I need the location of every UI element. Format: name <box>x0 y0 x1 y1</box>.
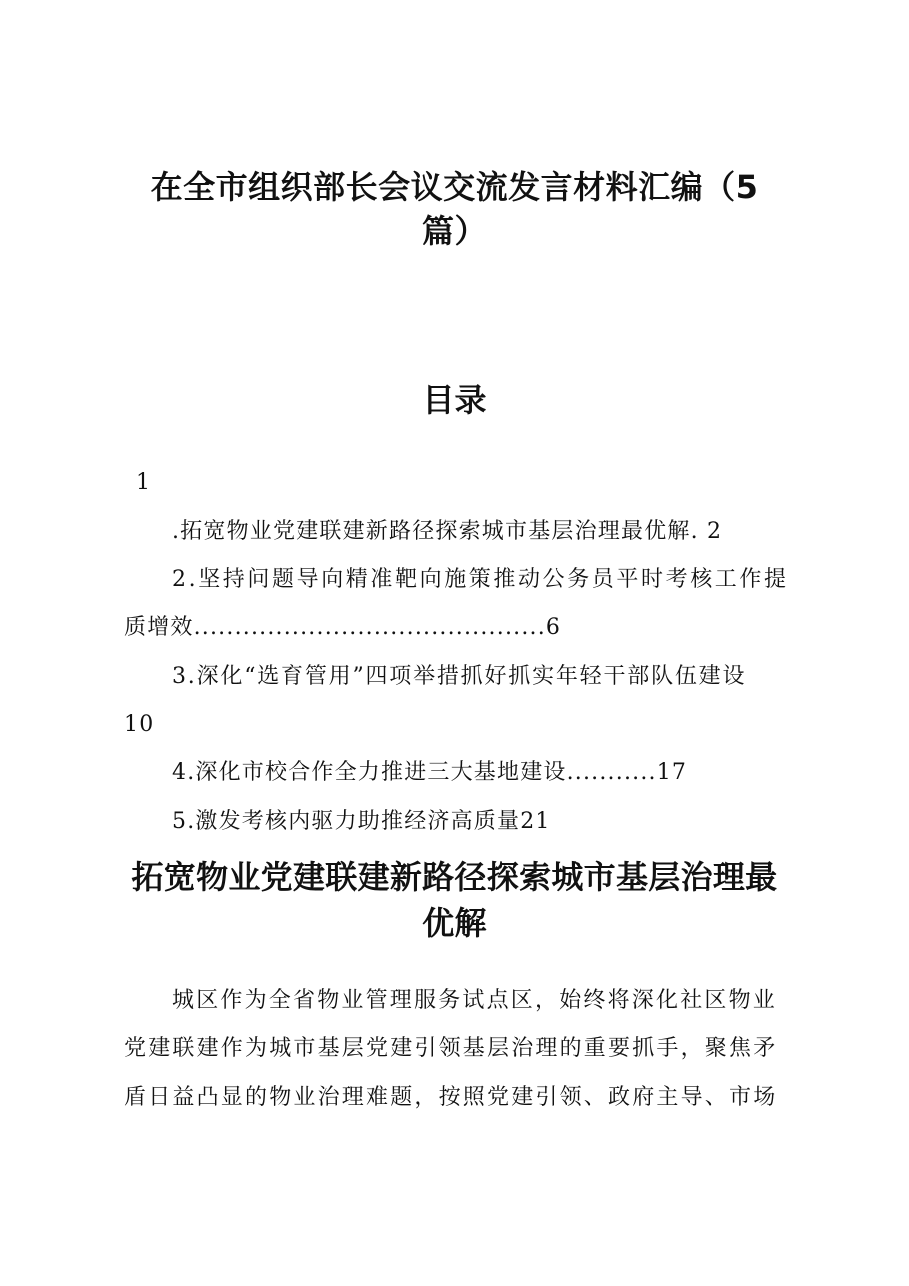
body-paragraph-line-2: 党建联建作为城市基层党建引领基层治理的重要抓手，聚焦矛 <box>124 1036 778 1061</box>
body-paragraph-line-1: 城区作为全省物业管理服务试点区，始终将深化社区物业 <box>172 988 778 1013</box>
toc-heading: 目录 <box>422 381 487 419</box>
toc-item-1[interactable]: .拓宽物业党建联建新路径探索城市基层治理最优解. 2 <box>172 519 723 544</box>
section-title-line-2: 优解 <box>422 904 487 942</box>
document-title-line-2: 篇） <box>421 212 487 250</box>
document-title-line-1: 在全市组织部长会议交流发言材料汇编（5 <box>150 168 759 206</box>
toc-number-1: 1 <box>136 470 152 495</box>
toc-item-5[interactable]: 5.激发考核内驱力助推经济高质量21 <box>172 809 551 834</box>
toc-item-4[interactable]: 4.深化市校合作全力推进三大基地建设...........17 <box>172 760 688 785</box>
toc-item-3-line-2[interactable]: 10 <box>124 712 155 737</box>
body-paragraph-line-3: 盾日益凸显的物业治理难题，按照党建引领、政府主导、市场 <box>124 1085 778 1110</box>
section-title-line-1: 拓宽物业党建联建新路径探索城市基层治理最 <box>131 858 778 896</box>
toc-item-3-line-1[interactable]: 3.深化“选育管用”四项举措抓好抓实年轻干部队伍建设 <box>172 664 747 689</box>
toc-item-2-line-2[interactable]: 质增效...........................................6 <box>124 615 562 640</box>
toc-item-2-line-1[interactable]: 2.坚持问题导向精准靶向施策推动公务员平时考核工作提 <box>172 567 789 592</box>
